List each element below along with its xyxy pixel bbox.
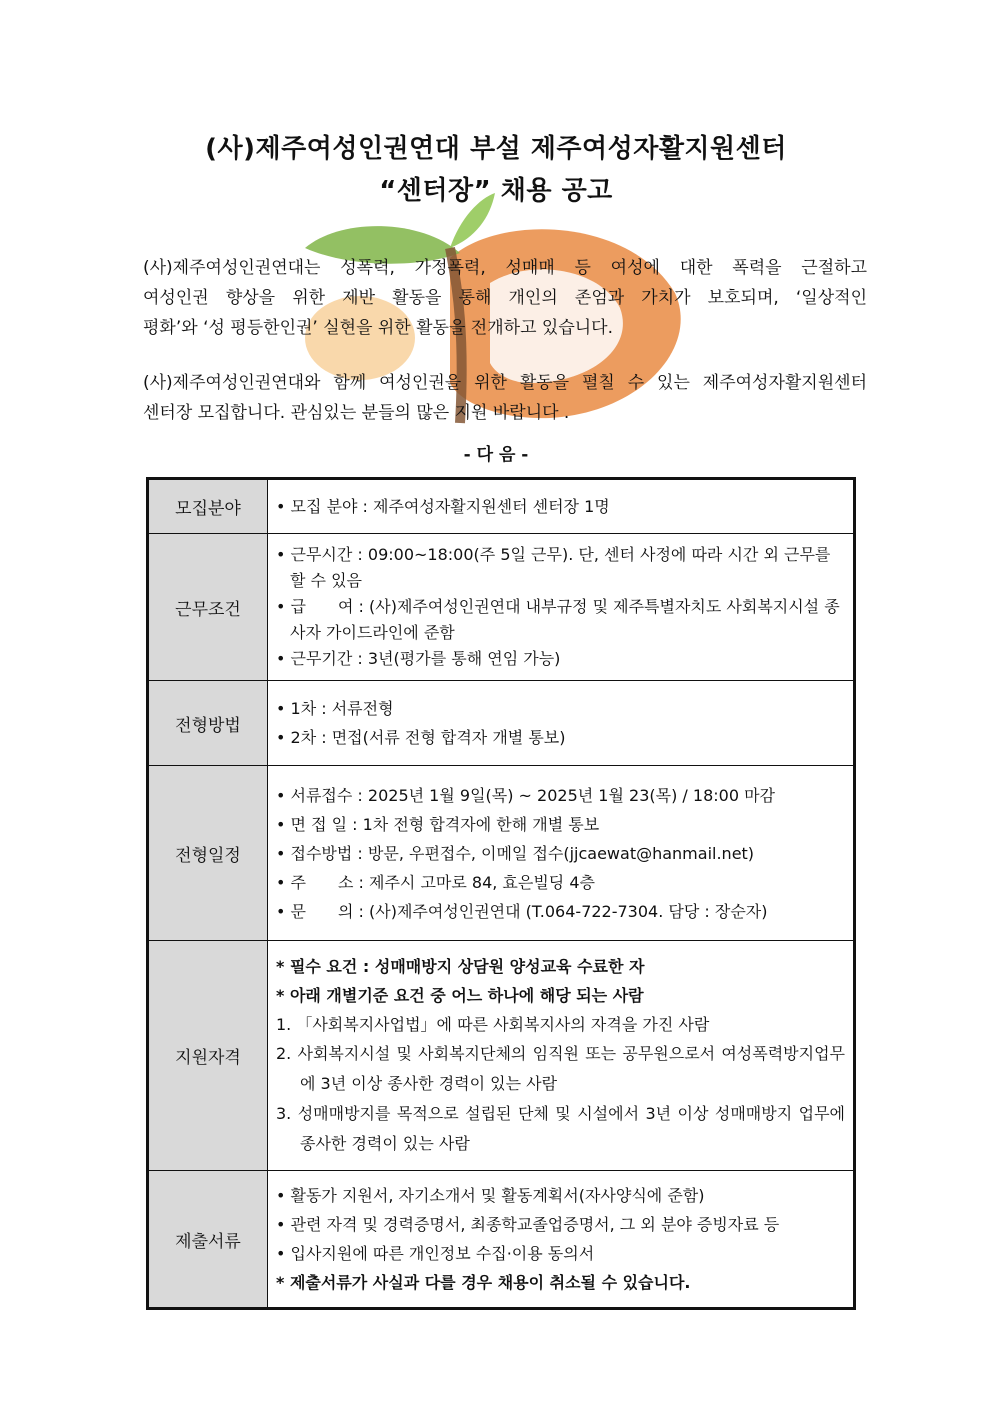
- row-content: [268, 681, 855, 766]
- list-item: • 근무시간 : 09:00~18:00(주 5일 근무). 단, 센터 사정에 따라 시간 외 근무를 할 수 있음: [276, 545, 831, 590]
- recruitment-table: [146, 477, 856, 1310]
- list-item: • 근무기간 : 3년(평가를 통해 연임 가능): [276, 649, 561, 668]
- intro-line: (사)제주여성인권연대와 함께 여성인권을 위한 활동을 펼칠 수 있는 제주여성자활지원센터: [143, 373, 867, 393]
- list-item: 1. 「사회복지사업법」에 따른 사회복지사의 자격을 가진 사람: [276, 1015, 710, 1034]
- row-content: [268, 534, 855, 681]
- intro-paragraph-1: [143, 253, 867, 343]
- list-item: * 제출서류가 사실과 다를 경우 채용이 취소될 수 있습니다.: [276, 1273, 691, 1292]
- row-label: 전형방법: [148, 681, 268, 766]
- table-row: [148, 534, 855, 681]
- section-divider: - 다 음 -: [463, 445, 529, 465]
- list-item: * 필수 요건 : 성매매방지 상담원 양성교육 수료한 자: [276, 957, 645, 976]
- table-row: [148, 766, 855, 941]
- list-item: • 활동가 지원서, 자기소개서 및 활동계획서(자사양식에 준함): [276, 1186, 705, 1205]
- table-row: [148, 479, 855, 534]
- row-label: 전형일정: [148, 766, 268, 941]
- list-item: 3. 성매매방지를 목적으로 설립된 단체 및 시설에서 3년 이상 성매매방지 업무에 종사한 경력이 있는 사람: [276, 1104, 845, 1153]
- row-content: [268, 479, 855, 534]
- list-item: • 면 접 일 : 1차 전형 합격자에 한해 개별 통보: [276, 814, 600, 834]
- row-label: 제출서류: [148, 1171, 268, 1309]
- list-item: • 문 의 : (사)제주여성인권연대 (T.064-722-7304. 담당 : 장순자): [276, 901, 768, 921]
- row-content: [268, 941, 855, 1171]
- list-item: • 모집 분야 : 제주여성자활지원센터 센터장 1명: [276, 497, 610, 516]
- list-item: • 2차 : 면접(서류 전형 합격자 개별 통보): [276, 728, 566, 747]
- page-subtitle: “센터장” 채용 공고: [379, 176, 613, 206]
- list-item: • 접수방법 : 방문, 우편접수, 이메일 접수(jjcaewat@hanmail.net): [276, 843, 755, 863]
- table-row: [148, 681, 855, 766]
- intro-line: 여성인권 향상을 위한 제반 활동을 통해 개인의 존엄과 가치가 보호되며, ‘일상적인: [143, 288, 867, 308]
- list-item: • 관련 자격 및 경력증명서, 최종학교졸업증명서, 그 외 분야 증빙자료 등: [276, 1215, 780, 1234]
- list-item: • 서류접수 : 2025년 1월 9일(목) ~ 2025년 1월 23(목) / 18:00 마감: [276, 785, 775, 805]
- list-item: • 입사지원에 따른 개인정보 수집·이용 동의서: [276, 1244, 595, 1263]
- list-item: 2. 사회복지시설 및 사회복지단체의 임직원 또는 공무원으로서 여성폭력방지업무에 3년 이상 종사한 경력이 있는 사람: [276, 1044, 845, 1093]
- row-label: 근무조건: [148, 534, 268, 681]
- table-row: [148, 1171, 855, 1309]
- list-item: • 주 소 : 제주시 고마로 84, 효은빌딩 4층: [276, 872, 595, 892]
- table-row: [148, 941, 855, 1171]
- page-title: (사)제주여성인권연대 부설 제주여성자활지원센터: [205, 134, 787, 164]
- list-item: * 아래 개별기준 요건 중 어느 하나에 해당 되는 사람: [276, 986, 644, 1005]
- row-content: [268, 1171, 855, 1309]
- row-label: 지원자격: [148, 941, 268, 1171]
- list-item: • 급 여 : (사)제주여성인권연대 내부규정 및 제주특별자치도 사회복지시설 종사자 가이드라인에 준함: [276, 597, 840, 642]
- intro-line: (사)제주여성인권연대는 성폭력, 가정폭력, 성매매 등 여성에 대한 폭력을 근절하고: [143, 258, 867, 278]
- intro-line: 평화’와 ‘성 평등한인권’ 실현을 위한 활동을 전개하고 있습니다.: [143, 318, 613, 338]
- row-label: 모집분야: [148, 479, 268, 534]
- intro-paragraph-2: [143, 368, 867, 428]
- intro-line: 센터장 모집합니다. 관심있는 분들의 많은 지원 바랍니다 .: [143, 403, 570, 423]
- row-content: [268, 766, 855, 941]
- list-item: • 1차 : 서류전형: [276, 699, 394, 718]
